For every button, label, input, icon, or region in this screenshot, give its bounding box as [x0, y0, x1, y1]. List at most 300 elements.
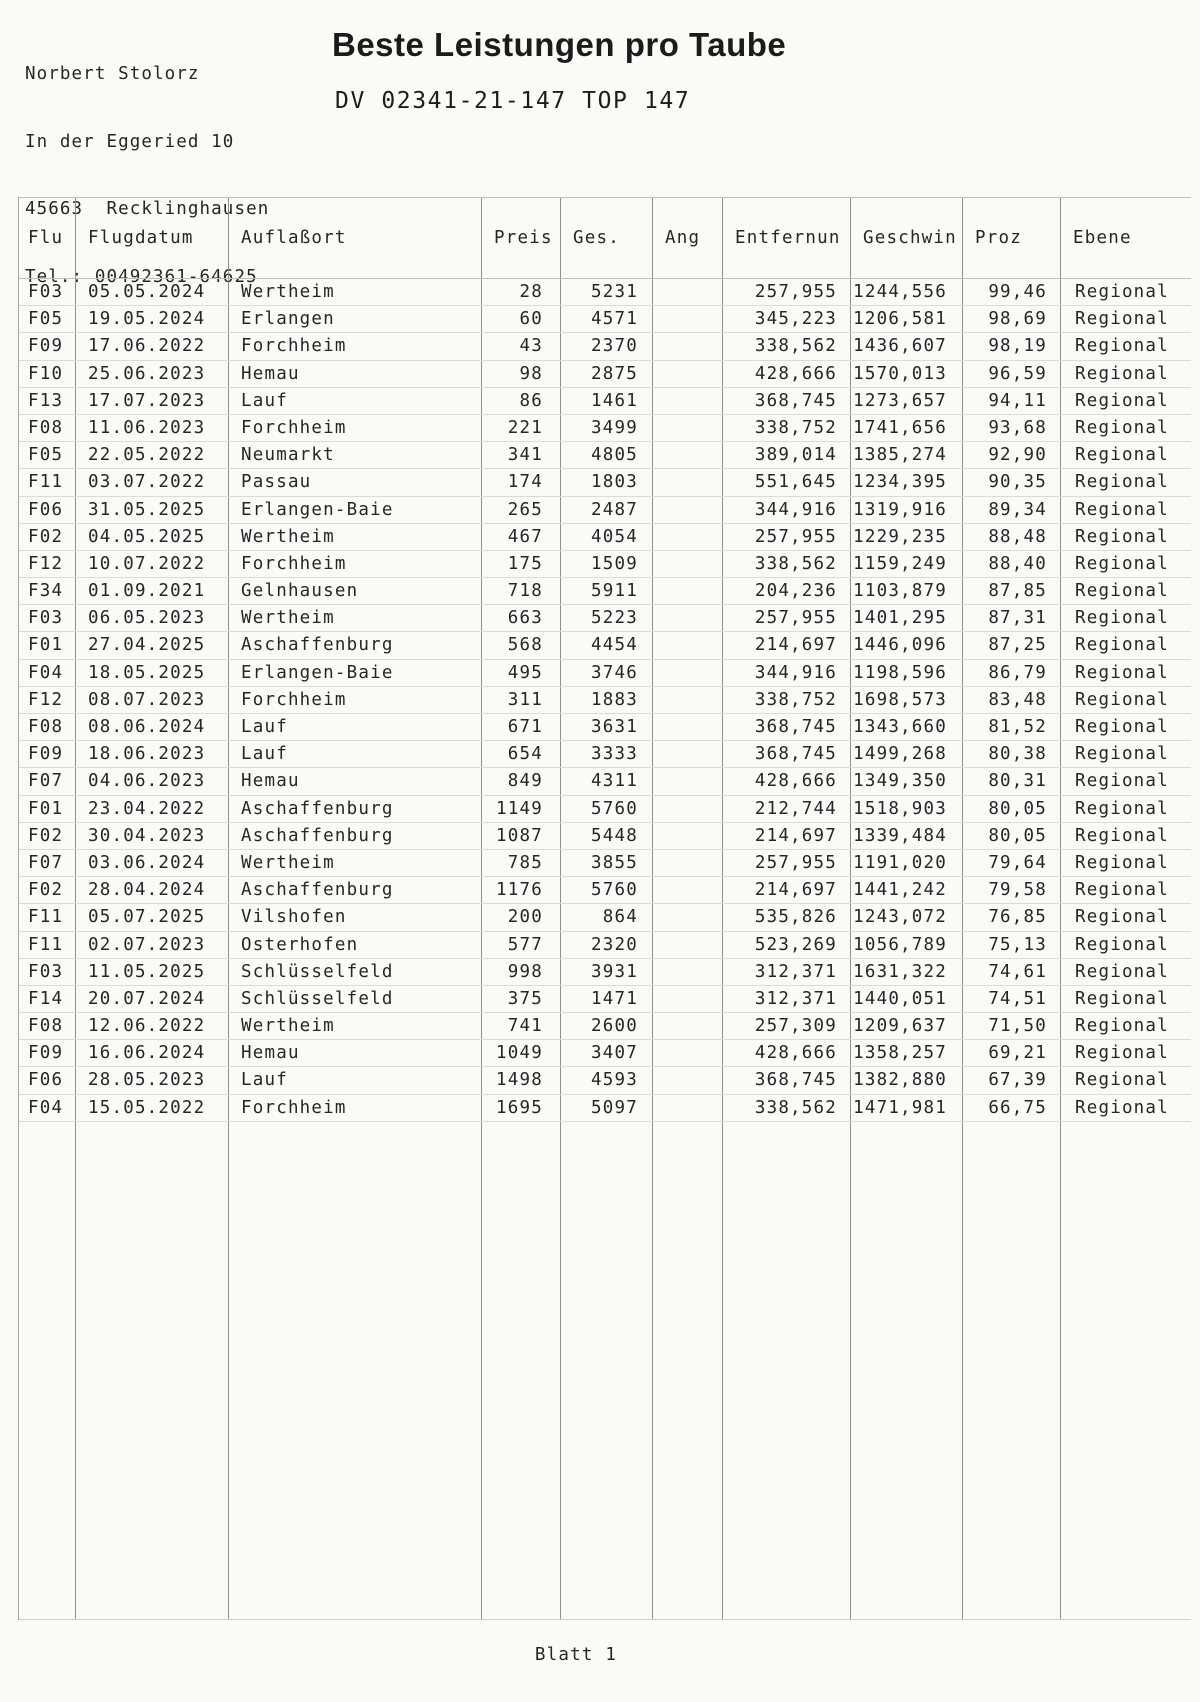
cell-ebene: Regional — [1075, 988, 1169, 1009]
table-row — [19, 1066, 1191, 1093]
cell-ebene: Regional — [1075, 880, 1169, 901]
cell-ges: 1883 — [561, 687, 653, 713]
cell-ges: 2320 — [561, 932, 653, 958]
cell-flugdatum: 23.04.2022 — [76, 796, 229, 822]
cell-ges: 5760 — [561, 796, 653, 822]
cell-flugdatum: 03.06.2024 — [76, 850, 229, 876]
table-row — [19, 305, 1191, 332]
cell-ges: 2370 — [561, 333, 653, 359]
cell-proz: 74,61 — [963, 959, 1061, 985]
table-row — [19, 1039, 1191, 1066]
results-table — [18, 197, 1191, 1620]
cell-preis: 60 — [482, 306, 561, 332]
cell-proz: 69,21 — [963, 1040, 1061, 1066]
cell-proz: 98,69 — [963, 306, 1061, 332]
table-row — [19, 876, 1191, 903]
cell-proz: 66,75 — [963, 1095, 1061, 1121]
table-row — [19, 468, 1191, 495]
table-row — [19, 631, 1191, 658]
cell-flugdatum: 08.07.2023 — [76, 687, 229, 713]
cell-ges: 864 — [561, 904, 653, 930]
cell-proz: 87,85 — [963, 578, 1061, 604]
cell-preis: 671 — [482, 714, 561, 740]
cell-flugdatum: 04.05.2025 — [76, 524, 229, 550]
cell-ebene: Regional — [1075, 1016, 1169, 1037]
cell-entfernun: 535,826 — [723, 904, 851, 930]
cell-flugdatum: 28.04.2024 — [76, 877, 229, 903]
cell-flugdatum: 28.05.2023 — [76, 1067, 229, 1093]
cell-geschwin: 1244,556 — [851, 279, 963, 305]
cell-geschwin: 1056,789 — [851, 932, 963, 958]
table-row — [19, 822, 1191, 849]
cell-flugdatum: 04.06.2023 — [76, 768, 229, 794]
cell-entfernun: 428,666 — [723, 768, 851, 794]
cell-auflassort: Erlangen-Baie — [229, 660, 482, 686]
cell-ang — [653, 388, 723, 414]
cell-auflassort: Lauf — [229, 388, 482, 414]
cell-preis: 741 — [482, 1013, 561, 1039]
cell-auflassort: Osterhofen — [229, 932, 482, 958]
cell-auflassort: Wertheim — [229, 279, 482, 305]
cell-ang — [653, 415, 723, 441]
cell-auflassort: Hemau — [229, 361, 482, 387]
cell-preis: 200 — [482, 904, 561, 930]
table-row — [19, 903, 1191, 930]
cell-ebene: Regional — [1075, 499, 1169, 520]
cell-auflassort: Erlangen — [229, 306, 482, 332]
cell-geschwin: 1385,274 — [851, 442, 963, 468]
cell-ges: 3499 — [561, 415, 653, 441]
table-row — [19, 740, 1191, 767]
table-row — [19, 441, 1191, 468]
cell-entfernun: 212,744 — [723, 796, 851, 822]
cell-ges: 3631 — [561, 714, 653, 740]
cell-preis: 998 — [482, 959, 561, 985]
table-row — [19, 387, 1191, 414]
cell-entfernun: 214,697 — [723, 632, 851, 658]
cell-entfernun: 344,916 — [723, 497, 851, 523]
cell-flu: F06 — [19, 1067, 76, 1093]
cell-ebene: Regional — [1075, 717, 1169, 737]
table-row — [19, 577, 1191, 604]
cell-proz: 86,79 — [963, 660, 1061, 686]
cell-entfernun: 214,697 — [723, 823, 851, 849]
cell-geschwin: 1631,322 — [851, 959, 963, 985]
cell-ang — [653, 1095, 723, 1121]
cell-ges: 3746 — [561, 660, 653, 686]
cell-proz: 89,34 — [963, 497, 1061, 523]
cell-flugdatum: 08.06.2024 — [76, 714, 229, 740]
cell-flu: F34 — [19, 578, 76, 604]
cell-entfernun: 344,916 — [723, 660, 851, 686]
cell-flugdatum: 30.04.2023 — [76, 823, 229, 849]
cell-ang — [653, 687, 723, 713]
column-header-ang: Ang — [653, 198, 723, 278]
cell-ebene: Regional — [1075, 608, 1169, 629]
cell-flu: F04 — [19, 1095, 76, 1121]
cell-geschwin: 1441,242 — [851, 877, 963, 903]
cell-proz: 80,31 — [963, 768, 1061, 794]
cell-ang — [653, 497, 723, 523]
column-header-ebene: Ebene — [1073, 228, 1132, 248]
cell-entfernun: 428,666 — [723, 361, 851, 387]
cell-flu: F11 — [19, 469, 76, 495]
cell-flu: F03 — [19, 605, 76, 631]
cell-proz: 98,19 — [963, 333, 1061, 359]
cell-auflassort: Forchheim — [229, 415, 482, 441]
cell-geschwin: 1382,880 — [851, 1067, 963, 1093]
cell-proz: 76,85 — [963, 904, 1061, 930]
cell-ges: 2875 — [561, 361, 653, 387]
cell-auflassort: Neumarkt — [229, 442, 482, 468]
cell-preis: 663 — [482, 605, 561, 631]
column-header-entfernun: Entfernun — [723, 198, 851, 278]
cell-auflassort: Aschaffenburg — [229, 632, 482, 658]
cell-flu: F06 — [19, 497, 76, 523]
cell-entfernun: 257,309 — [723, 1013, 851, 1039]
table-row — [19, 985, 1191, 1012]
cell-ebene: Regional — [1075, 798, 1169, 819]
cell-ang — [653, 1013, 723, 1039]
cell-ges: 1471 — [561, 986, 653, 1012]
cell-ang — [653, 1067, 723, 1093]
cell-ges: 5448 — [561, 823, 653, 849]
cell-ges: 2487 — [561, 497, 653, 523]
cell-ges: 4311 — [561, 768, 653, 794]
cell-ebene: Regional — [1075, 390, 1169, 411]
table-row — [19, 713, 1191, 740]
cell-ges: 1803 — [561, 469, 653, 495]
cell-flu: F05 — [19, 442, 76, 468]
cell-auflassort: Hemau — [229, 768, 482, 794]
cell-flugdatum: 18.05.2025 — [76, 660, 229, 686]
cell-ebene: Regional — [1075, 553, 1169, 574]
cell-ang — [653, 768, 723, 794]
cell-preis: 265 — [482, 497, 561, 523]
cell-proz: 79,58 — [963, 877, 1061, 903]
column-header-preis: Preis — [482, 198, 561, 278]
cell-ebene: Regional — [1075, 689, 1169, 710]
cell-proz: 74,51 — [963, 986, 1061, 1012]
cell-ang — [653, 904, 723, 930]
cell-entfernun: 312,371 — [723, 986, 851, 1012]
cell-flu: F02 — [19, 877, 76, 903]
cell-ges: 5911 — [561, 578, 653, 604]
cell-auflassort: Vilshofen — [229, 904, 482, 930]
cell-auflassort: Lauf — [229, 714, 482, 740]
cell-ebene: Regional — [1075, 662, 1169, 683]
cell-ang — [653, 442, 723, 468]
table-row — [19, 659, 1191, 686]
cell-flugdatum: 31.05.2025 — [76, 497, 229, 523]
cell-preis: 1149 — [482, 796, 561, 822]
cell-preis: 175 — [482, 551, 561, 577]
cell-auflassort: Forchheim — [229, 551, 482, 577]
cell-geschwin: 1518,903 — [851, 796, 963, 822]
cell-ebene: Regional — [1075, 472, 1169, 493]
cell-flugdatum: 02.07.2023 — [76, 932, 229, 958]
cell-geschwin: 1698,573 — [851, 687, 963, 713]
cell-ang — [653, 823, 723, 849]
cell-auflassort: Wertheim — [229, 524, 482, 550]
cell-proz: 80,05 — [963, 823, 1061, 849]
page-title: Beste Leistungen pro Taube — [332, 26, 787, 63]
cell-flu: F08 — [19, 1013, 76, 1039]
cell-ebene: Regional — [1075, 1043, 1169, 1064]
cell-proz: 80,38 — [963, 741, 1061, 767]
cell-geschwin: 1209,637 — [851, 1013, 963, 1039]
cell-ang — [653, 714, 723, 740]
table-row — [19, 931, 1191, 958]
cell-auflassort: Passau — [229, 469, 482, 495]
cell-flugdatum: 20.07.2024 — [76, 986, 229, 1012]
cell-preis: 341 — [482, 442, 561, 468]
cell-auflassort: Wertheim — [229, 850, 482, 876]
cell-flu: F03 — [19, 959, 76, 985]
cell-ebene: Regional — [1075, 744, 1169, 765]
cell-preis: 28 — [482, 279, 561, 305]
cell-proz: 99,46 — [963, 279, 1061, 305]
table-row — [19, 849, 1191, 876]
cell-ges: 3931 — [561, 959, 653, 985]
cell-entfernun: 428,666 — [723, 1040, 851, 1066]
table-row — [19, 958, 1191, 985]
cell-auflassort: Lauf — [229, 741, 482, 767]
column-header-geschwin: Geschwin — [851, 198, 963, 278]
cell-preis: 577 — [482, 932, 561, 958]
table-row — [19, 767, 1191, 794]
cell-proz: 79,64 — [963, 850, 1061, 876]
cell-ges: 3855 — [561, 850, 653, 876]
table-row — [19, 1094, 1191, 1121]
cell-flu: F03 — [19, 279, 76, 305]
column-header-proz: Proz — [963, 198, 1061, 278]
table-body — [19, 279, 1191, 1121]
cell-flugdatum: 17.07.2023 — [76, 388, 229, 414]
table-header-row — [19, 198, 1191, 279]
table-row — [19, 332, 1191, 359]
cell-preis: 1695 — [482, 1095, 561, 1121]
cell-geschwin: 1229,235 — [851, 524, 963, 550]
cell-flu: F10 — [19, 361, 76, 387]
cell-ang — [653, 660, 723, 686]
cell-proz: 81,52 — [963, 714, 1061, 740]
page-number: Blatt 1 — [534, 1645, 618, 1665]
cell-flugdatum: 19.05.2024 — [76, 306, 229, 332]
cell-preis: 849 — [482, 768, 561, 794]
cell-flugdatum: 06.05.2023 — [76, 605, 229, 631]
cell-preis: 375 — [482, 986, 561, 1012]
cell-ebene: Regional — [1075, 825, 1169, 846]
table-row — [19, 795, 1191, 822]
cell-geschwin: 1191,020 — [851, 850, 963, 876]
cell-ang — [653, 306, 723, 332]
cell-preis: 98 — [482, 361, 561, 387]
table-row — [19, 414, 1191, 441]
cell-preis: 495 — [482, 660, 561, 686]
cell-geschwin: 1234,395 — [851, 469, 963, 495]
cell-ebene: Regional — [1075, 635, 1169, 656]
sender-street: In der Eggeried 10 — [25, 131, 235, 152]
cell-ebene: Regional — [1075, 526, 1169, 547]
cell-preis: 1049 — [482, 1040, 561, 1066]
cell-geschwin: 1319,916 — [851, 497, 963, 523]
cell-geschwin: 1349,350 — [851, 768, 963, 794]
cell-geschwin: 1499,268 — [851, 741, 963, 767]
cell-proz: 96,59 — [963, 361, 1061, 387]
cell-entfernun: 338,562 — [723, 551, 851, 577]
cell-geschwin: 1206,581 — [851, 306, 963, 332]
cell-preis: 86 — [482, 388, 561, 414]
cell-flugdatum: 03.07.2022 — [76, 469, 229, 495]
cell-flu: F09 — [19, 741, 76, 767]
cell-ges: 5760 — [561, 877, 653, 903]
cell-flu: F13 — [19, 388, 76, 414]
cell-proz: 67,39 — [963, 1067, 1061, 1093]
cell-ang — [653, 524, 723, 550]
cell-entfernun: 257,955 — [723, 850, 851, 876]
cell-flugdatum: 16.06.2024 — [76, 1040, 229, 1066]
cell-entfernun: 338,752 — [723, 687, 851, 713]
cell-preis: 221 — [482, 415, 561, 441]
cell-entfernun: 368,745 — [723, 741, 851, 767]
cell-geschwin: 1243,072 — [851, 904, 963, 930]
cell-flu: F07 — [19, 768, 76, 794]
cell-auflassort: Forchheim — [229, 333, 482, 359]
cell-proz: 94,11 — [963, 388, 1061, 414]
sender-city: 45663 Recklinghausen — [25, 199, 270, 219]
cell-proz: 83,48 — [963, 687, 1061, 713]
cell-flu: F12 — [19, 687, 76, 713]
cell-ang — [653, 850, 723, 876]
cell-ebene: Regional — [1075, 363, 1169, 384]
cell-ang — [653, 986, 723, 1012]
cell-flugdatum: 15.05.2022 — [76, 1095, 229, 1121]
cell-ang — [653, 361, 723, 387]
cell-flu: F08 — [19, 714, 76, 740]
cell-geschwin: 1358,257 — [851, 1040, 963, 1066]
cell-geschwin: 1103,879 — [851, 578, 963, 604]
cell-entfernun: 368,745 — [723, 1067, 851, 1093]
cell-preis: 1176 — [482, 877, 561, 903]
cell-ebene: Regional — [1075, 445, 1169, 466]
cell-ang — [653, 796, 723, 822]
cell-ges: 4054 — [561, 524, 653, 550]
cell-ges: 3407 — [561, 1040, 653, 1066]
cell-entfernun: 345,223 — [723, 306, 851, 332]
cell-flu: F02 — [19, 823, 76, 849]
cell-proz: 71,50 — [963, 1013, 1061, 1039]
cell-proz: 90,35 — [963, 469, 1061, 495]
table-row — [19, 550, 1191, 577]
cell-entfernun: 338,562 — [723, 333, 851, 359]
column-header-auflassort: Auflaßort — [229, 198, 482, 278]
cell-flu: F09 — [19, 333, 76, 359]
cell-preis: 654 — [482, 741, 561, 767]
table-row — [19, 523, 1191, 550]
cell-entfernun: 257,955 — [723, 605, 851, 631]
cell-ang — [653, 632, 723, 658]
cell-flugdatum: 11.06.2023 — [76, 415, 229, 441]
cell-ges: 5223 — [561, 605, 653, 631]
cell-ges: 3333 — [561, 741, 653, 767]
cell-flugdatum: 17.06.2022 — [76, 333, 229, 359]
column-header-ges: Ges. — [561, 198, 653, 278]
cell-auflassort: Wertheim — [229, 1013, 482, 1039]
cell-flu: F02 — [19, 524, 76, 550]
cell-ang — [653, 877, 723, 903]
cell-entfernun: 338,752 — [723, 415, 851, 441]
cell-geschwin: 1159,249 — [851, 551, 963, 577]
table-row — [19, 1012, 1191, 1039]
cell-proz: 87,25 — [963, 632, 1061, 658]
cell-ang — [653, 605, 723, 631]
table-empty-area — [19, 1121, 1191, 1620]
cell-ang — [653, 959, 723, 985]
cell-geschwin: 1436,607 — [851, 333, 963, 359]
cell-geschwin: 1570,013 — [851, 361, 963, 387]
cell-ges: 4593 — [561, 1067, 653, 1093]
cell-geschwin: 1343,660 — [851, 714, 963, 740]
cell-ebene: Regional — [1075, 581, 1169, 602]
cell-entfernun: 551,645 — [723, 469, 851, 495]
cell-ebene: Regional — [1075, 961, 1169, 982]
sender-phone: Tel.: 00492361-64625 — [25, 266, 258, 287]
cell-flugdatum: 18.06.2023 — [76, 741, 229, 767]
cell-auflassort: Forchheim — [229, 1095, 482, 1121]
cell-preis: 1498 — [482, 1067, 561, 1093]
cell-auflassort: Lauf — [229, 1067, 482, 1093]
cell-proz: 92,90 — [963, 442, 1061, 468]
cell-flu: F07 — [19, 850, 76, 876]
table-row — [19, 279, 1191, 305]
cell-ges: 4571 — [561, 306, 653, 332]
cell-ges: 1461 — [561, 388, 653, 414]
cell-flugdatum: 11.05.2025 — [76, 959, 229, 985]
cell-flugdatum: 05.05.2024 — [76, 279, 229, 305]
cell-entfernun: 204,236 — [723, 578, 851, 604]
cell-auflassort: Hemau — [229, 1040, 482, 1066]
cell-ges: 4805 — [561, 442, 653, 468]
cell-preis: 467 — [482, 524, 561, 550]
cell-entfernun: 312,371 — [723, 959, 851, 985]
cell-preis: 311 — [482, 687, 561, 713]
cell-ges: 1509 — [561, 551, 653, 577]
cell-flu: F01 — [19, 796, 76, 822]
cell-ebene: Regional — [1075, 417, 1169, 438]
cell-entfernun: 368,745 — [723, 388, 851, 414]
cell-ang — [653, 469, 723, 495]
cell-ang — [653, 932, 723, 958]
cell-auflassort: Schlüsselfeld — [229, 959, 482, 985]
table-row — [19, 360, 1191, 387]
cell-entfernun: 523,269 — [723, 932, 851, 958]
column-header-flugdatum: Flugdatum — [76, 198, 229, 278]
cell-flugdatum: 01.09.2021 — [76, 578, 229, 604]
cell-auflassort: Gelnhausen — [229, 578, 482, 604]
cell-ebene: Regional — [1075, 1070, 1169, 1091]
cell-flu: F11 — [19, 904, 76, 930]
cell-geschwin: 1446,096 — [851, 632, 963, 658]
cell-auflassort: Aschaffenburg — [229, 877, 482, 903]
cell-ang — [653, 578, 723, 604]
cell-auflassort: Forchheim — [229, 687, 482, 713]
cell-ges: 5097 — [561, 1095, 653, 1121]
cell-auflassort: Wertheim — [229, 605, 482, 631]
cell-ges: 5231 — [561, 279, 653, 305]
cell-flu: F01 — [19, 632, 76, 658]
cell-ebene: Regional — [1075, 771, 1169, 792]
